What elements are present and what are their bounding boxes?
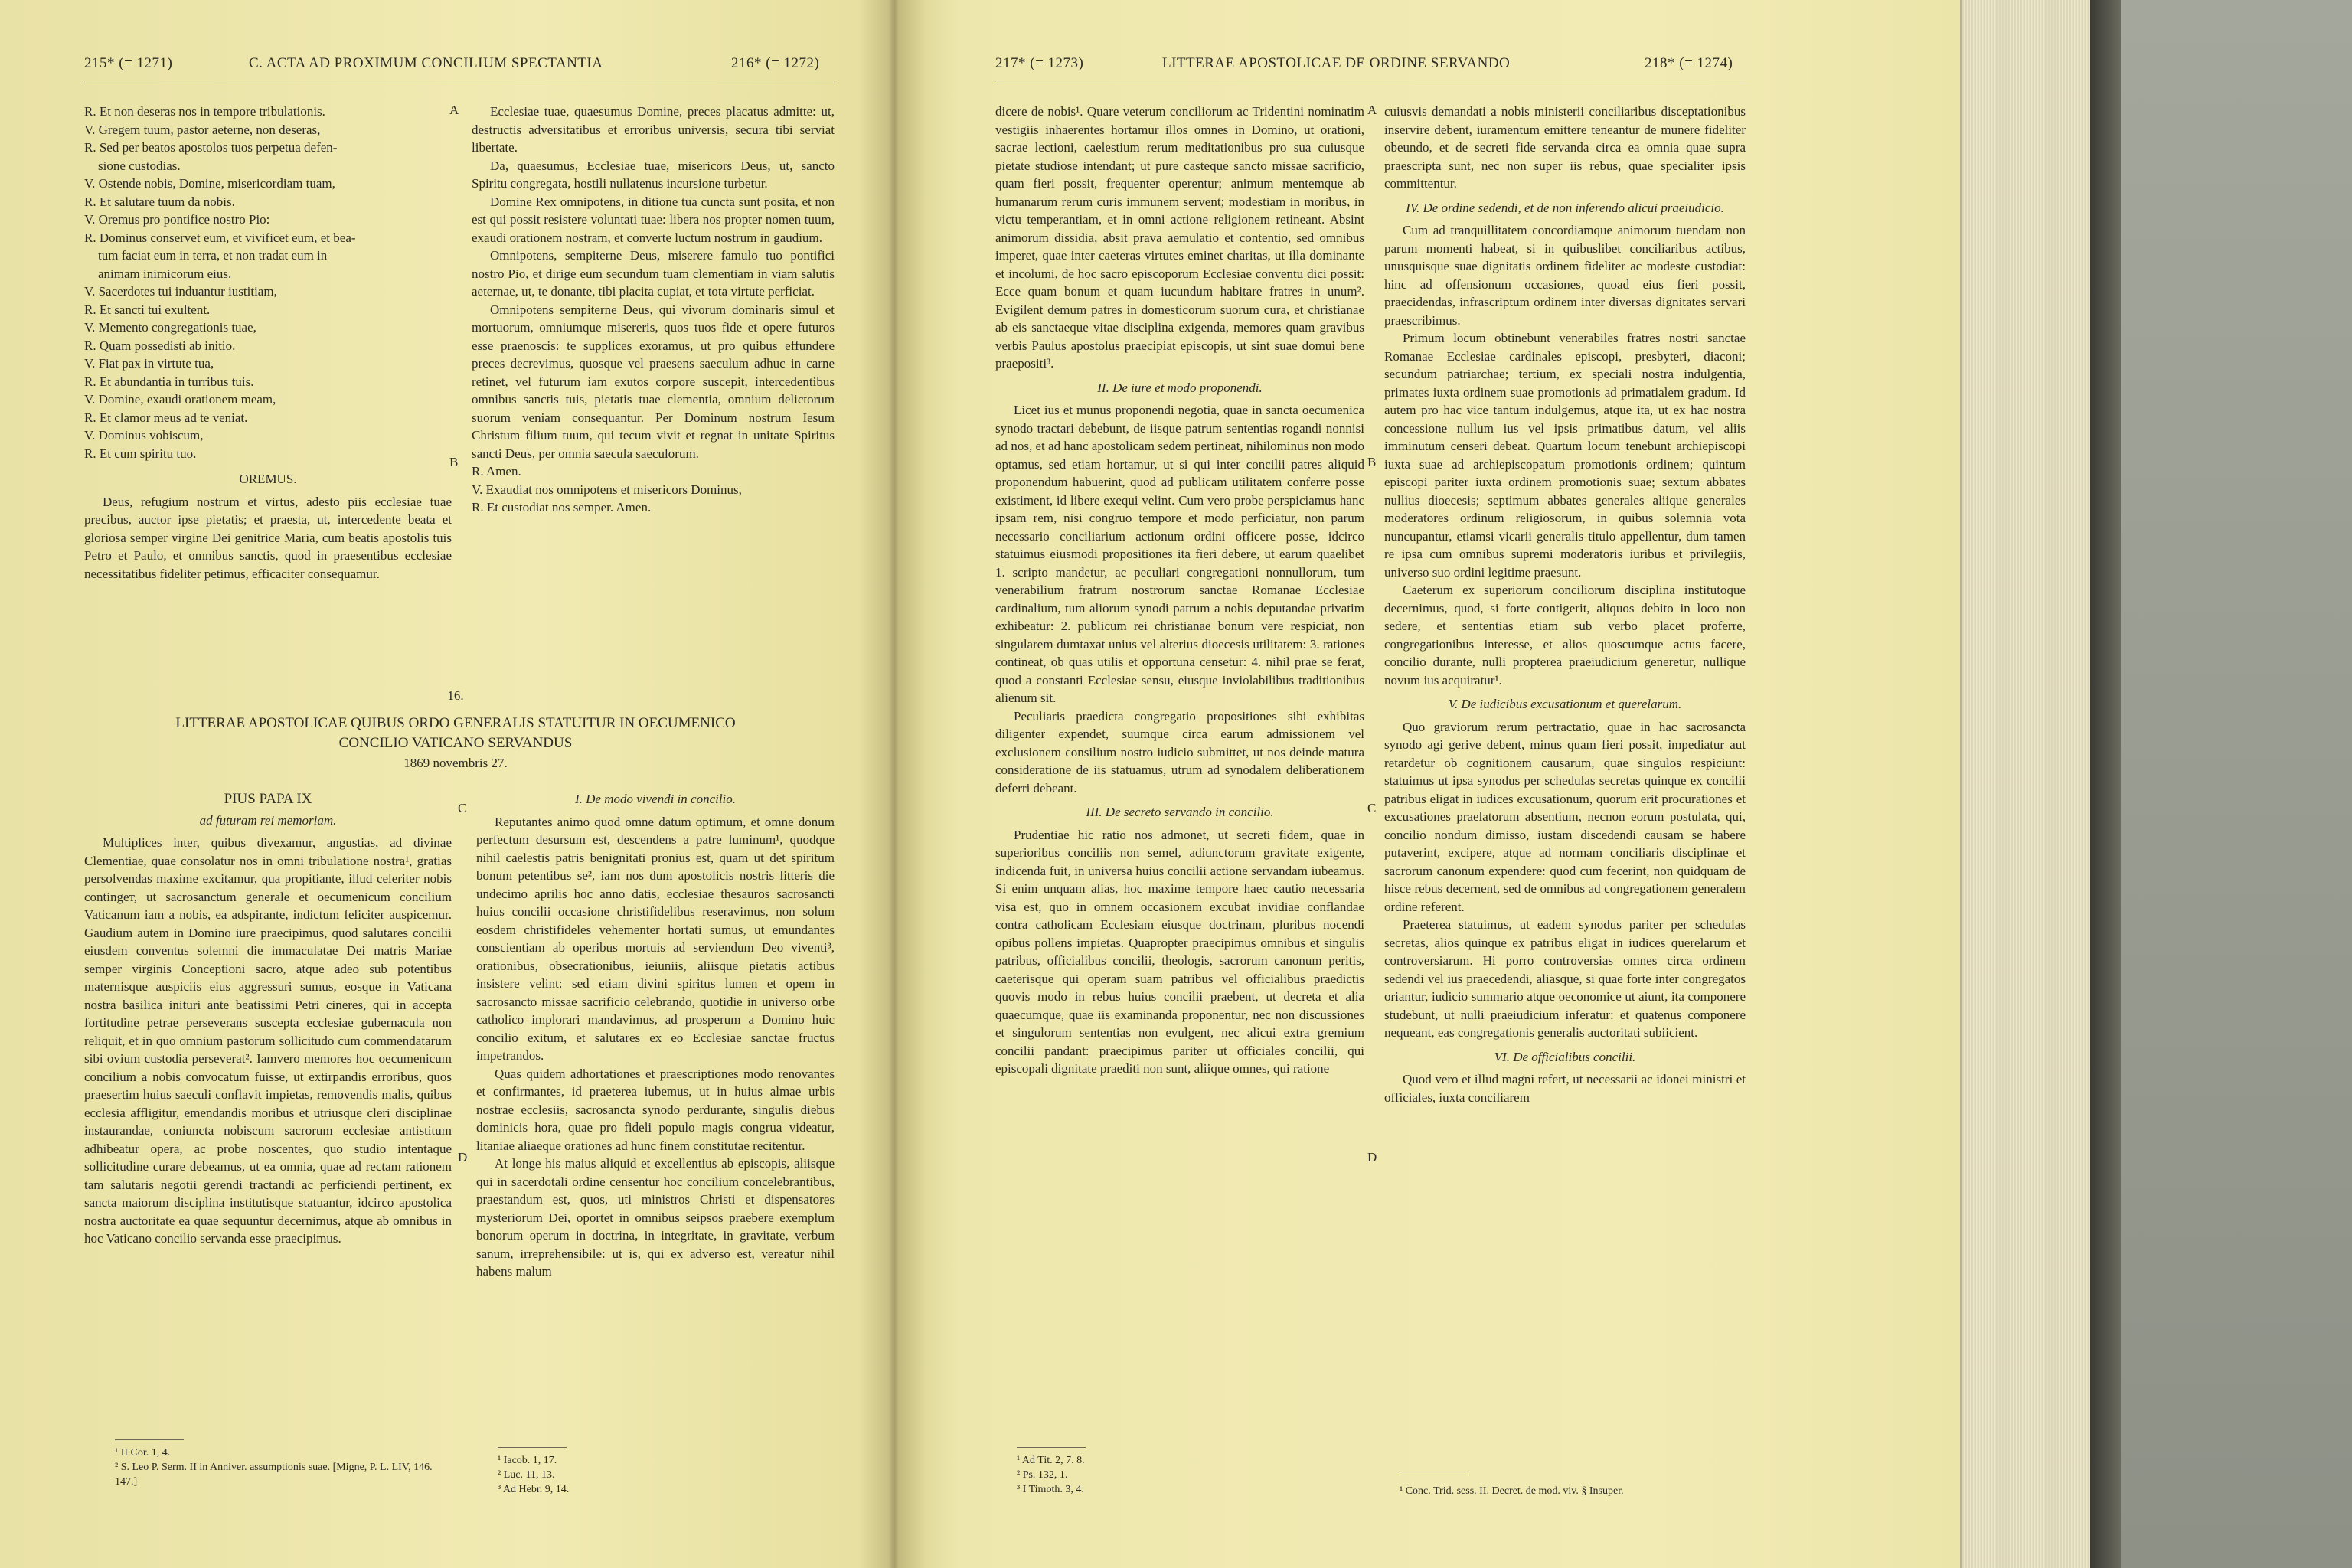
margin-marker-a: A: [1367, 103, 1377, 117]
section-1-column: [476, 790, 835, 1281]
litany-line: V. Memento congregationis tuae,: [84, 320, 256, 335]
ad-futuram: ad futuram rei memoriam.: [199, 812, 337, 828]
section-3-title: III. De secreto servando in concilio.: [1086, 805, 1274, 819]
right-column-2: [1384, 103, 1746, 1106]
litany-line: R. Et salutare tuum da nobis.: [84, 194, 235, 209]
section-4-body-2: Primum locum obtinebunt venerabiles fratres nostri sanctae Romanae Ecclesiae cardinales episcopi, presbyteri, diaconi; secundum patriarchae; tertium, ex speciali nostra indulgentia, primates iuxta ordinem suae promotionis ad primatialem gradum. Id autem pro hac vice tantum indulgemus, atque ita, ut ex hac nostra concessione nullum ius vel ipsis primatibus datum, vel aliis imminutum censeri debeat. Quartum locum tenebunt archiepiscopi iuxta suae ad archiepiscopatum promotionis ordinem; quintum episcopi pariter iuxta ordinem promotionis suae; sextum abbates nullius dioecesis; septimum abbates generales aliique generales moderatores ordinum religiosorum, in quibus solemnia vota nuncupantur, etiamsi vicarii generalis titulo appellentur, dum tamen re ipsa cum omnibus supremi moderatoris iuribus et privilegiis, universo suo ordini legitime praesunt.: [1384, 331, 1746, 580]
litany-line: R. Dominus conservet eum, et vivificet eum, et bea-: [84, 230, 356, 245]
amen-line-2: V. Exaudiat nos omnipotens et misericors Dominus,: [472, 482, 742, 497]
section-6-body: Quod vero et illud magni refert, ut necessarii ac idonei ministri et officiales, iuxta conciliarem: [1384, 1072, 1746, 1105]
book-gutter: [858, 0, 926, 1568]
section-1-body: Reputantes animo quod omne datum optimum, et omne donum perfectum desursum est, descendens a patre luminum¹, quodque nihil caelestis patris benignitati pronius est, quam ut det spiritum bonum petentibus se², iam nos dum apostolicis nostris litteris die undecimo aprilis hoc anno datis, ecclesiae thesauros sacrosancti huius concilii occasione christifidelibus reseravimus, non solum eosdem christifideles vehementer hortati sumus, ut emundantes conscientiam ab operibus mortuis ad serviendum Deo viventi³, orationibus, obsecrationibus, ieiuniis, aliisque pietatis actibus insistere velint: sed etiam divini spiritus lumen et opem in sacrosancto missae sacrificio celebrando, quotidie in universo orbe catholico implorari mandavimus, ad prosperum a Domino huic concilio exitum, et salutares ex eo Ecclesiae sanctae fructus impetrandos.: [476, 814, 835, 1063]
prayer-5: Omnipotens sempiterne Deus, qui vivorum dominaris simul et mortuorum, omniumque misereris, quos tuos fide et opere futuros esse praenoscis: te supplices exoramus, ut pro quibus effundere preces decrevimus, quosque vel praesens saeculum adhuc in carne retinet, vel futurum iam exutos corpore suscepit, intercedentibus omnibus sanctis tuis, pietatis tuae clementia, omnium delictorum suorum veniam consequantur. Per Dominum nostrum Iesum Christum filium tuum, qui tecum vivit et regnat in unitate Spiritus sancti Deus, per omnia saecula saeculorum.: [472, 302, 835, 461]
oremus-text: Deus, refugium nostrum et virtus, adesto piis ecclesiae tuae precibus, auctor ipse pietatis; et praesta, ut, intercedente beata et gloriosa semper virgine Dei genitrice Maria, cum beatis apostolis tuis Petro et Paulo, et omnibus sanctis, quod in praesentibus ecclesiae necessitatibus fideliter petimus, efficaciter consequamur.: [84, 494, 452, 581]
litany-line: V. Ostende nobis, Domine, misericordiam tuam,: [84, 176, 335, 191]
litany-column: [84, 103, 452, 583]
book-board: [2121, 0, 2352, 1568]
margin-marker-c: C: [458, 801, 467, 815]
margin-marker-b: B: [449, 455, 459, 469]
pius-papa: PIUS PAPA IX: [224, 791, 312, 807]
footnote: ³ Ad Hebr. 9, 14.: [498, 1484, 570, 1495]
margin-marker-c: C: [1367, 801, 1377, 815]
section-4-body-3: Caeterum ex superiorum conciliorum disciplina institutoque decernimus, quod, si forte contigerit, aliquos debito in loco non sedere, et sententias etiam sub verbo placet proferre, congregationibus interesse, et alios quoscumque actus facere, concilio durante, nulli propterea praeiudicium generetur, nullique novum ius acquiratur¹.: [1384, 583, 1746, 688]
footnote: ¹ Iacob. 1, 17.: [498, 1455, 557, 1466]
section-1-body-3: At longe his maius aliquid et excellentius ab episcopis, aliisque qui in sacerdotali ordine censentur hoc concilium concelebrantibus, praestandum est, quos, uti ministros Christi et dispensatores mysteriorum Dei, oportet in omnibus seipsos praebere exemplum bonorum operum in doctrina, in integritate, in gravitate, verbum sanum, irreprehensibile: ut is, qui ex adverso est, vereatur nihil habens malum: [476, 1156, 835, 1279]
footnote: ³ I Timoth. 3, 4.: [1017, 1484, 1084, 1495]
footnote: ¹ Ad Tit. 2, 7. 8.: [1017, 1455, 1085, 1466]
page-edges: [1960, 0, 2092, 1568]
section-5-title: V. De iudicibus excusationum et querelarum.: [1448, 697, 1682, 711]
left-body-text: Multiplices inter, quibus divexamur, angustias, ad divinae Clementiae, quae consolatur nos in omni tribulatione nostra¹, gratias persolvendas maxime excitamur, qua propitiante, illud celeriter nobis contingет, ut sacrosanctum generale et oecumenicum concilium Vaticanum iam a nobis, ea adspirante, indictum feliciter auspicemur. Gaudium autem in Domino iure praecipimus, quod salutares concilii eiusdem conventus solemni die immaculatae Dei matris Mariae semper virginis Conceptioni sacro, atque adeo sub potentibus maternisque auspiciis eius aggressuri sumus, eosque in Vaticana nostra basilica inituri ante beatissimi Petri cineres, qui in accepta fortitudine petrae perseverans suscepta ecclesiae gubernacula non reliquit, et in quo omnium pastorum sollicitudo cum commendatarum sibi ovium custodia perseverat². Iamvero memores hoc oecumenicum concilium a nobis convocatum fuisse, ut extirpandis erroribus, quos praesertim huius saeculi conflavit impietas, removendis malis, quibus ecclesia affligitur, emendandis moribus et utriusque cleri disciplinae instaurandae, coniuncta nobiscum sacrorum ecclesiae antistitum adhibeatur opera, ac probe noscentes, quo studio intentaque sollicitudine curare debeamus, ut ea omnia, quae ad rectam rationem tam salutaris negotii gerendi tractandi ac perficiendi pertinent, ex sancta maiorum disciplina institutisque statuantur, idcirco apostolica nostra auctoritate ea quae sequuntur decernimus, atque ab omnibus in hoc Vaticano concilio servanda esse praecipimus.: [84, 835, 452, 1246]
footnotes-col-2: [1400, 1484, 1744, 1498]
litany-line: R. Et cum spiritu tuo.: [84, 446, 197, 461]
section-2-body: Licet ius et munus proponendi negotia, quae in sancta oecumenica synodo tractari debebunt, de iisque patrum sententias rogandi nonnisi ad nos, et ad hanc apostolicam sedem pertineat, nihilominus non modo optamus, sed etiam hortamur, ut si qui inter concilii patres aliquid proponendum habuerint, quod ad publicam utilitatem conferre posse existiment, id libere exequi velint. Cum vero probe perspiciamus hanc ipsam rem, nisi congruo tempore et modo perficiatur, non parum necessario conciliarium actionum ordini officere posse, idcirco statuimus eiusmodi propositiones ita fieri debere, ut earum quaelibet 1. scripto mandetur, ac peculiari congregationi nonnullorum, tum venerabilium fratrum nostrorum sanctae Romanae Ecclesiae cardinalium, tum aliorum synodi patrum a nobis deputandae privatim exhibeatur: 2. publicum rei christianae bonum vere respiciat, non singularem dumtaxat unius vel alterius dioecesis utilitatem: 3. rationes contineat, ob quas utilis et opportuna censetur: 4. nihil prae se ferat, quod a constanti Ecclesiae sensu, eiusque inviolabilibus traditionibus alienum sit.: [995, 403, 1364, 705]
document-heading: [69, 686, 842, 773]
litany-line: sione custodias.: [98, 158, 181, 173]
amen-line-1: R. Amen.: [472, 464, 521, 479]
litany-line: V. Sacerdotes tui induantur iustitiam,: [84, 284, 277, 299]
litany-line: V. Domine, exaudi orationem meam,: [84, 392, 276, 407]
prayer-4: Omnipotens, sempiterne Deus, miserere famulo tuo pontifici nostro Pio, et dirige eum secundum tuam clementiam in viam salutis aeternae, ut, te donante, tibi placita cupiat, et tota virtute perficiat.: [472, 248, 835, 299]
footnotes-section-1: [498, 1453, 835, 1497]
section-1-body-2: Quas quidem adhortationes et praescriptiones modo renovantes et confirmantes, id praeterea iubemus, ut in huius almae urbis nostrae ecclesiis, sacrosancta synodo perdurante, singulis diebus dominicis hora, quae pro fideli populo magis congrua videatur, litaniae aliaeque orationes ad hunc finem constitutae recitentur.: [476, 1066, 835, 1153]
left-page-number-2: 216* (= 1272): [731, 55, 820, 71]
footnote-rule-left: [115, 1439, 184, 1440]
section-5-body-2: Praeterea statuimus, ut eadem synodus pariter per schedulas secretas, alios quinque ex patribus eligat in iudices querelarum et controversiarum. Hi porro controversias omnes circa ordinem sedendi vel ius praecedendi, aliasque, si quae forte inter congregatos oriantur, iudicio summario atque oeconomice ut aiunt, ita componere studebunt, ut nulli praeiudicium inferatur: et quatenus componere nequeant, eas congregationis generalis auctoritati subiicient.: [1384, 917, 1746, 1040]
margin-marker-a: A: [449, 103, 459, 117]
footnotes-left: [115, 1446, 452, 1489]
section-1-title: I. De modo vivendi in concilio.: [574, 792, 737, 806]
litany-line: R. Quam possedisti ab initio.: [84, 338, 236, 353]
margin-marker-b: B: [1367, 455, 1377, 469]
right-page-number-2: 218* (= 1274): [1645, 55, 1733, 71]
litany-line: V. Oremus pro pontifice nostro Pio:: [84, 212, 270, 227]
right-page-number: 217* (= 1273): [995, 55, 1084, 71]
amen-line-3: R. Et custodiat nos semper. Amen.: [472, 500, 652, 514]
col-2-intro: cuiusvis demandati a nobis ministerii conciliaribus disceptationibus inservire debent, iuramentum emittere teneantur de munere fideliter obeundo, et de secreti fide servanda circa ea omnia quae supra praescripta sunt, nec non super iis rebus, quae specialiter ipsis committentur.: [1384, 104, 1746, 191]
footnote: ² Ps. 132, 1.: [1017, 1469, 1068, 1481]
section-5-body: Quo graviorum rerum pertractatio, quae in hac sacrosancta synodo agi gerive debent, minus quam fieri possit, impediatur aut retardetur ob cognitionem causarum, quae singulos respiciunt: statuimus ut ipsa synodus per schedulas secretas quinque ex concilii patribus eligat in iudices excusationum, quorum erit procurationes et excusationes praelatorum absentium, necnon eorum postulata, qui, concilio nondum dimisso, iustam discedendi causam se habere putaverint, excipere, atque ad normam conciliaris disciplinae et sacrorum canonum expendere: quod cum fecerint, non quidquam de hisce rebus decernent, sed de omnibus ad congregationem generalem ordine referent.: [1384, 719, 1746, 914]
document-number: 16.: [447, 688, 464, 703]
left-running-title: C. ACTA AD PROXIMUM CONCILIUM SPECTANTIA: [249, 55, 603, 71]
right-page: [894, 0, 1960, 1568]
document-date: 1869 novembris 27.: [403, 756, 508, 770]
left-page: [0, 0, 894, 1568]
litany-line: V. Dominus vobiscum,: [84, 428, 204, 443]
section-2-body-2: Peculiaris praedicta congregatio propositiones sibi exhibitas diligenter expendet, suumque circa earum admissionem vel exclusionem consilium nostro iudicio submittet, ut nos deinde matura consideratione de iis statuamus, utrum ad synodalem deliberationem deferri debeant.: [995, 708, 1364, 795]
book-cover-edge: [2090, 0, 2121, 1568]
left-page-number: 215* (= 1271): [84, 55, 173, 71]
document-title-line-2: CONCILIO VATICANO SERVANDUS: [338, 735, 573, 751]
prayer-3: Domine Rex omnipotens, in ditione tua cuncta sunt posita, et non est qui possit resistere voluntati tuae: libera nos propter nomen tuum, exaudi orationem nostram, et converte luctum nostrum in gaudium.: [472, 194, 835, 245]
section-6-title: VI. De officialibus concilii.: [1494, 1049, 1636, 1064]
footnote-rule-col-1: [1017, 1447, 1086, 1448]
prayer-1: Ecclesiae tuae, quaesumus Domine, preces placatus admitte: ut, destructis adversitatibus et erroribus universis, secura tibi serviat libertate.: [472, 104, 835, 155]
section-3-body: Prudentiae hic ratio nos admonet, ut secreti fidem, quae in superioribus conciliis non semel, adiunctorum gravitate exigente, indicenda fuit, in universa huius concilii actione servandam iubeamus. Si enim unquam alias, hoc maxime tempore haec cautio necessaria visa est, quo in omnem occasionem excubat invidiae conflandae contra catholicam Ecclesiam eiusque doctrinam, pluribus nocendi opibus pollens impietas. Quapropter praecipimus omnibus et singulis patribus, officialibus concilii, theologis, sacrorum canonum peritis, caeterisque qui operam suam patribus vel officialibus praedictis quovis modo in rebus huius concilii praebent, ut decreta et alia quaecumque, quae iis examinanda proponentur, nec non discussiones et singulorum sententias non evulgent, nec alicui extra gremium concilii pandant: praecipimus pariter ut officiales concilii, qui episcopali dignitate praediti non sunt, aliique omnes, qui ratione: [995, 827, 1364, 1076]
litany-line: R. Et sancti tui exultent.: [84, 302, 211, 317]
section-4-title: IV. De ordine sedendi, et de non inferendo alicui praeiudicio.: [1406, 200, 1724, 215]
litany-line: R. Et clamor meus ad te veniat.: [84, 410, 248, 425]
litany-line: tum faciat eum in terra, et non tradat eum in: [98, 248, 328, 263]
litany-line: V. Fiat pax in virtute tua,: [84, 356, 214, 371]
right-column-1: [995, 103, 1364, 1078]
oremus-heading: OREMUS.: [239, 472, 297, 486]
prayers-column: [472, 103, 835, 517]
litany-line: V. Gregem tuum, pastor aeterne, non deseras,: [84, 122, 321, 137]
litany-line: R. Et non deseras nos in tempore tribulationis.: [84, 104, 325, 119]
footnote-rule-right: [498, 1447, 567, 1448]
footnote: ² S. Leo P. Serm. II in Anniver. assumptionis suae. [Migne, P. L. LIV, 146. 147.]: [115, 1462, 433, 1488]
section-2-title: II. De iure et modo proponendi.: [1097, 380, 1263, 395]
litany-line: R. Sed per beatos apostolos tuos perpetua defen-: [84, 140, 338, 155]
footnote: ² Luc. 11, 13.: [498, 1469, 555, 1481]
prayer-2: Da, quaesumus, Ecclesiae tuae, misericors Deus, ut, sancto Spiritu congregata, hostili nullatenus incursione turbetur.: [472, 158, 835, 191]
left-body-column: [84, 790, 452, 1248]
footnote: ¹ Conc. Trid. sess. II. Decret. de mod. viv. § Insuper.: [1400, 1485, 1624, 1497]
section-4-body: Cum ad tranquillitatem concordiamque animorum tuendam non parum momenti habeat, si in quibuslibet conciliaribus actibus, unusquisque suae dignitatis ordinem fideliter ac modeste custodiat: hinc ad offensionum occasiones, quoad eius fieri possit, praecidendas, infrascriptum ordinem inter diversas dignitates servari praescribimus.: [1384, 223, 1746, 328]
litany-line: R. Et abundantia in turribus tuis.: [84, 374, 254, 389]
col-1-intro: dicere de nobis¹. Quare veterum conciliorum ac Tridentini nominatim vestigiis inhaerentes hortamur illos omnes in Domino, ut orationi, sacrae lectioni, caelestium rerum meditationibus pro sua cuiusque pietate studiose intendant; ut pure casteque sancto missae sacrificio, quam fieri possit, frequenter operentur; animum mentemque ab humanarum rerum curis immunem servent; modestiam in moribus, in victu temperantiam, et in omni actione religionem retineant. Absint animorum dissidia, absit prava aemulatio et contentio, sed omnibus imperet, quae inter caeteras virtutes eminet charitas, ut illa dominante et incolumi, de hoc sacro episcoporum Ecclesiae conventu dici possit: Ecce quam bonum et quam iucundum habitare fratres in unum². Evigilent demum patres in domesticorum suorum cura, et christianae ab eis sanctaeque vitae disciplina exigenda, memores quam gravibus verbis Paulus apostolus praecipiat episcopis, ut sint suae domui bene praepositi³.: [995, 104, 1364, 371]
litany-line: animam inimicorum eius.: [98, 266, 232, 281]
document-title-line-1: LITTERAE APOSTOLICAE QUIBUS ORDO GENERALIS STATUITUR IN OECUMENICO: [175, 715, 736, 731]
margin-marker-d: D: [1367, 1150, 1377, 1165]
litany-lines: [84, 103, 452, 462]
right-running-title: LITTERAE APOSTOLICAE DE ORDINE SERVANDO: [1162, 55, 1511, 71]
footnote: ¹ II Cor. 1, 4.: [115, 1447, 171, 1459]
margin-marker-d: D: [458, 1150, 468, 1165]
footnotes-col-1: [1017, 1453, 1354, 1497]
